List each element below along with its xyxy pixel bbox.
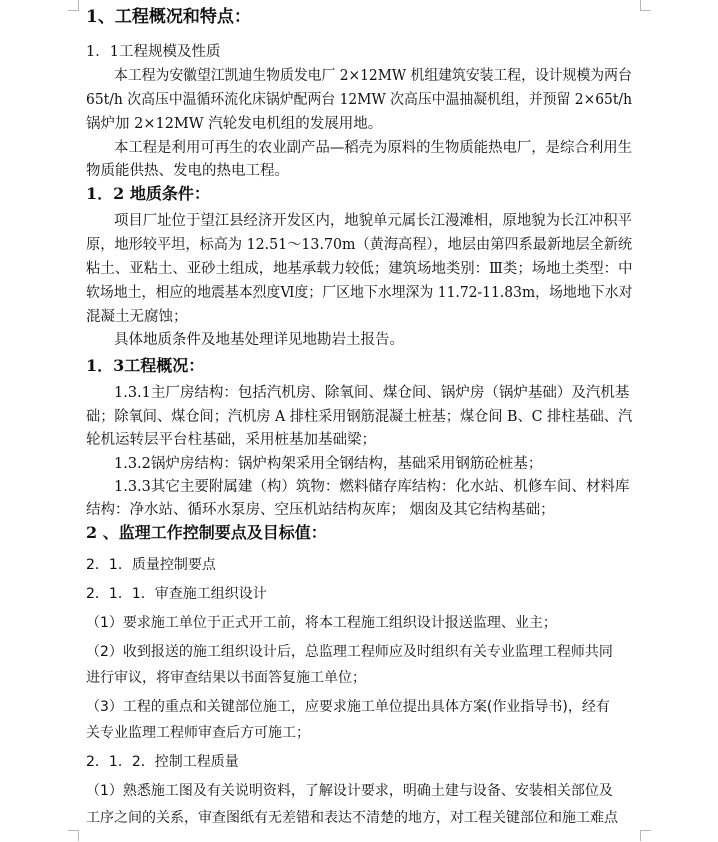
heading-2: 2 、监理工作控制要点及目标值： [86,523,327,542]
section-2-1-2-title: 2．1．2．控制工程质量 [86,754,239,770]
paragraph-line: 物质能供热、发电的热电工程。 [86,163,289,179]
crop-mark-bottom-left [68,830,79,841]
list-item: （3）工程的重点和关键部位施工，应要求施工单位提出具体方案(作业指导书)，经有 [86,699,610,715]
paragraph-line: 粘土、亚粘土、亚砂土组成，地基承载力较低；建筑场地类别：Ⅲ类；场地土类型：中 [86,261,633,277]
section-2-1-1-title: 2．1．1．审查施工组织设计 [86,586,267,602]
paragraph-line: 本工程是利用可再生的农业副产品—稻壳为原料的生物质能热电厂，是综合利用生 [114,140,632,156]
paragraph-line: 混凝土无腐蚀； [86,309,188,325]
list-item: （1）熟悉施工图及有关说明资料，了解设计要求，明确土建与设备、安装相关部位及 [86,783,613,799]
paragraph-line: 65t/h 次高压中温循环流化床锅炉配两台 12MW 次高压中温抽凝机组，并预留 2×65t/h [86,92,633,108]
list-item: 关专业监理工程师审查后方可施工； [86,725,310,741]
paragraph-line: 1.3.1主厂房结构：包括汽机房、除氧间、煤仓间、锅炉房（锅炉基础）及汽机基 [114,385,630,401]
heading-1: 1、工程概况和特点： [86,7,251,27]
section-1-1-title: 1．1工程规模及性质 [86,44,221,60]
paragraph-line: 锅炉加 2×12MW 汽轮发电机组的发展用地。 [86,116,383,132]
section-1-2-title: 1．2 地质条件： [86,184,210,203]
paragraph-line: 软场地土，相应的地震基本烈度Ⅵ度；厂区地下水埋深为 11.72-11.83m，场地地下水对 [86,285,633,301]
paragraph-line: 具体地质条件及地基处理详见地勘岩土报告。 [114,332,404,348]
list-item: 进行审议，将审查结果以书面答复施工单位； [86,670,366,686]
list-item: （2）收到报送的施工组织设计后，总监理工程师应及时组织有关专业监理工程师共同 [86,644,613,660]
paragraph-line: 础；除氧间、煤仓间；汽机房 A 排柱采用钢筋混凝土桩基；煤仓间 B、C 排柱基础、汽 [86,409,633,425]
paragraph-line: 项目厂址位于望江县经济开发区内，地貌单元属长江漫滩相，原地貌为长江冲积平 [114,213,632,229]
list-item: 工序之间的关系，审查图纸有无差错和表达不清楚的地方，对工程关键部位和施工难点 [86,810,618,826]
paragraph-line: 本工程为安徽望江凯迪生物质发电厂 2×12MW 机组建筑安装工程，设计规模为两台 [114,68,632,84]
paragraph-line: 原，地形较平坦，标高为 12.51～13.70m（黄海高程），地层由第四系最新地层全新统 [86,237,633,253]
paragraph-line: 轮机运转层平台柱基础，采用桩基加基础梁； [86,432,376,448]
crop-mark-bottom-right [640,830,651,841]
paragraph-line: 1.3.3其它主要附属建（构）筑物：燃料储存库结构：化水站、机修车间、材料库 [114,479,630,495]
section-2-1-title: 2．1．质量控制要点 [86,557,216,573]
paragraph-line: 结构：净水站、循环水泵房、空压机站结构灰库； 烟囱及其它结构基础； [86,502,555,518]
paragraph-line: 1.3.2锅炉房结构：锅炉构架采用全钢结构，基础采用钢筋砼桩基； [114,456,543,472]
section-1-3-title: 1．3工程概况： [86,356,205,375]
list-item: （1）要求施工单位于正式开工前，将本工程施工组织设计报送监理、业主； [86,615,557,631]
crop-mark-top-right [640,0,651,11]
crop-mark-top-left [68,0,79,11]
